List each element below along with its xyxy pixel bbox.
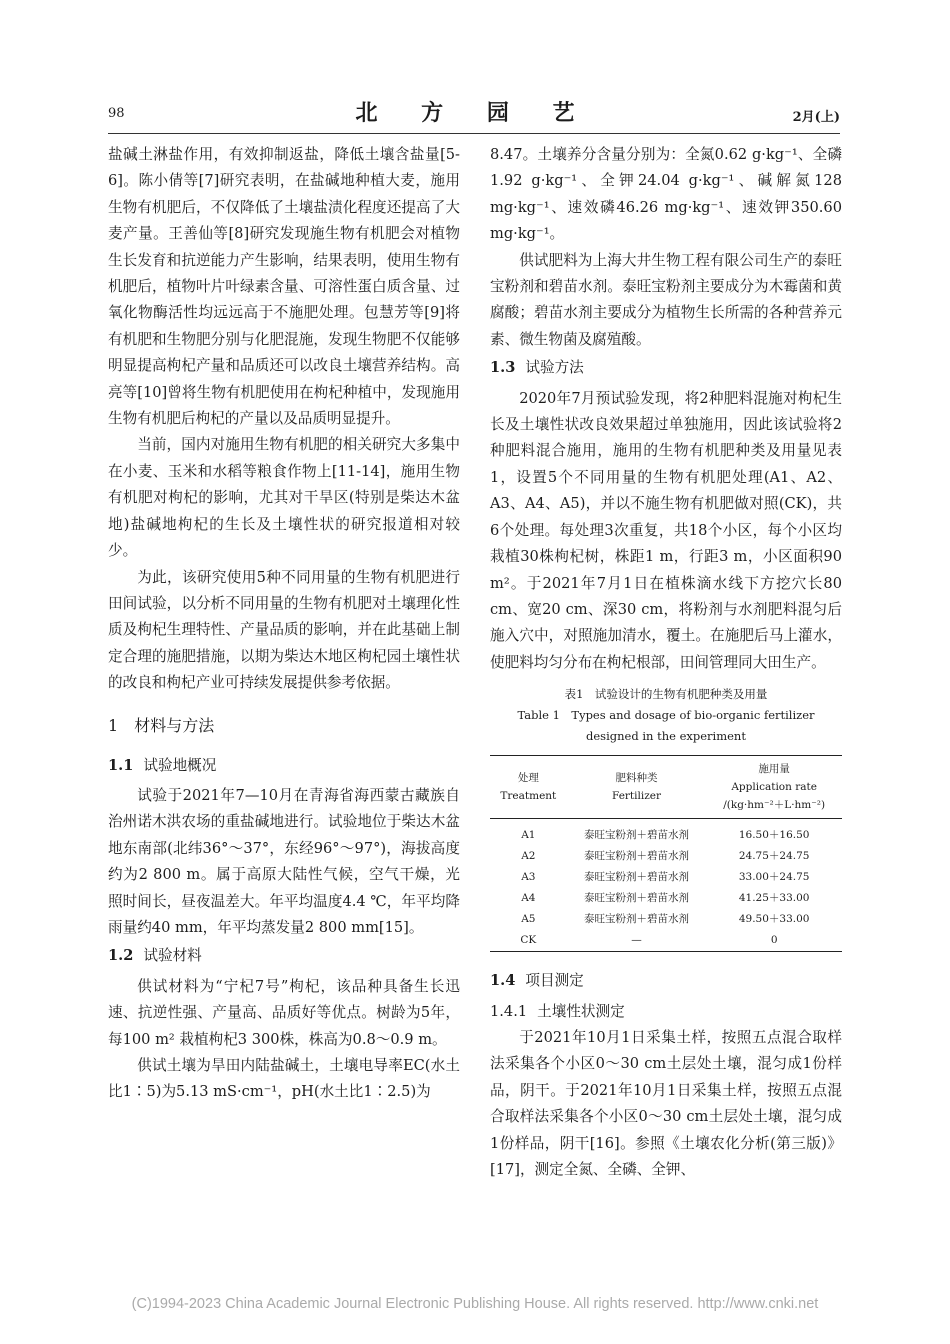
cell-fertilizer: 泰旺宝粉剂＋碧苗水剂 [584, 829, 689, 842]
section-1-2-number: 1.2 [108, 947, 134, 965]
cell-fertilizer: 泰旺宝粉剂＋碧苗水剂 [584, 892, 689, 905]
table-header-fertilizer [567, 756, 707, 819]
table-1-caption-en-1: Table 1 Types and dosage of bio-organic fertilizer [517, 708, 815, 723]
cell-rate: 0 [770, 934, 778, 947]
table-row [490, 909, 842, 930]
table-row [490, 930, 842, 952]
section-1-3-heading [490, 355, 842, 381]
header-rule [108, 133, 840, 134]
cell-rate: 16.50＋16.50 [738, 829, 810, 842]
section-1-2-paragraph-2-continued: 8.47。土壤养分含量分别为：全氮0.62 g·kg⁻¹、全磷1.92 g·kg⁻¹、全钾24.04 g·kg⁻¹、碱解氮128 mg·kg⁻¹、速效磷46.26 mg·kg⁻¹、速效钾350.60 mg·kg⁻¹。 [490, 146, 842, 243]
left-column [108, 142, 460, 1106]
table-row [490, 846, 842, 867]
page-number: 98 [108, 106, 125, 121]
header-rate-unit: /(kg·hm⁻²＋L·hm⁻²) [723, 799, 826, 812]
table-1 [490, 755, 842, 952]
section-1-4-title: 项目测定 [525, 972, 584, 990]
section-1-2-heading [108, 943, 460, 969]
cell-fertilizer: 泰旺宝粉剂＋碧苗水剂 [584, 850, 689, 863]
section-1-2-paragraph-1: 供试材料为“宁杞7号”枸杞，该品种具备生长迅速、抗逆性强、产量高、品质好等优点。树龄为5年，每100 m² 栽植枸杞3 300株，株高为0.8～0.9 m。 [108, 977, 460, 1048]
cell-rate: 33.00＋24.75 [738, 871, 810, 884]
section-1-1-text: 试验于2021年7—10月在青海省海西蒙古藏族自治州诺木洪农场的重盐碱地进行。试验地位于柴达木盆地东南部(北纬36°～37°，东经96°～97°)，海拔高度约为2 800 m。属于高原大陆性气候，空气干燥，光照时间长，昼夜温差大。年平均温度4.4 ℃，年平均降雨量约40 mm，年平均蒸发量2 800 mm[15]。 [108, 786, 460, 936]
section-1-4-1-title: 土壤性状测定 [537, 1002, 625, 1020]
journal-title: 北 方 园 艺 [355, 100, 593, 126]
section-1-4-1-number: 1.4.1 [490, 1002, 528, 1020]
section-1-3-title: 试验方法 [525, 359, 584, 377]
cell-treatment: A5 [521, 913, 536, 926]
intro-paragraph-1: 盐碱土淋盐作用，有效抑制返盐，降低土壤含盐量[5-6]。陈小倩等[7]研究表明，在盐碱地种植大麦，施用生物有机肥后，不仅降低了土壤盐渍化程度还提高了大麦产量。王善仙等[8]研究发现施生物有机肥会对植物生长发育和抗逆能力产生影响，结果表明，使用生物有机肥后，植物叶片叶绿素含量、可溶性蛋白质含量、过氧化物酶活性均远远高于不施肥处理。包慧芳等[9]将有机肥和生物肥分别与化肥混施，发现生物肥不仅能够明显提高枸杞产量和品质还可以改良土壤营养结构。高亮等[10]曾将生物有机肥使用在枸杞种植中，发现施用生物有机肥后枸杞的产量以及品质明显提升。 [108, 146, 460, 428]
table-row [490, 867, 842, 888]
table-row [490, 888, 842, 909]
right-column [490, 142, 842, 1183]
page-header [108, 96, 840, 132]
intro-paragraph-3: 为此，该研究使用5种不同用量的生物有机肥进行田间试验，以分析不同用量的生物有机肥对土壤理化性质及枸杞生理特性、产量品质的影响，并在此基础上制定合理的施肥措施，以期为柴达木地区枸杞园土壤性状的改良和枸杞产业可持续发展提供参考依据。 [108, 568, 460, 692]
cell-treatment: A3 [521, 871, 536, 884]
header-treatment-en: Treatment [500, 790, 557, 803]
cell-rate: 41.25＋33.00 [738, 892, 810, 905]
header-treatment-cn: 处理 [517, 772, 539, 785]
cell-treatment: A4 [521, 892, 536, 905]
section-1-4-1-text: 于2021年10月1日采集土样，按照五点混合取样法采集各个小区0～30 cm土层处土壤，混匀成1份样品，阴干。于2021年10月1日采集土样，按照五点混合取样法采集各个小区0～30 cm土层处土壤，混匀成1份样品，阴干[16]。参照《土壤农化分析(第三版)》[17]，测定全氮、全磷、全钾、 [490, 1028, 842, 1178]
section-1-4-1-heading [490, 999, 842, 1025]
cell-rate: 49.50＋33.00 [738, 913, 810, 926]
table-1-caption-en-2: designed in the experiment [586, 729, 746, 744]
table-header-application-rate [706, 756, 842, 819]
cell-fertilizer: 泰旺宝粉剂＋碧苗水剂 [584, 913, 689, 926]
cell-fertilizer: 泰旺宝粉剂＋碧苗水剂 [584, 871, 689, 884]
section-1-3-text: 2020年7月预试验发现，将2种肥料混施对枸杞生长及土壤性状改良效果超过单独施用，因此该试验将2种肥料混合施用，施用的生物有机肥种类及用量见表1，设置5个不同用量的生物有机肥处理(A1、A2、A3、A4、A5)，并以不施生物有机肥做对照(CK)，共6个处理。每处理3次重复，共18个小区，每个小区均栽植30株枸杞树，株距1 m，行距3 m，小区面积90 m²。于2021年7月1日在植株滴水线下方挖穴长80 cm、宽20 cm、深30 cm，将粉剂与水剂肥料混匀后施入穴中，对照施加清水，覆土。在施肥后马上灌水，使肥料均匀分布在枸杞根部，田间管理同大田生产。 [490, 389, 842, 671]
table-1-caption [490, 684, 842, 747]
cell-fertilizer: — [631, 934, 642, 947]
section-1-4-heading [490, 968, 842, 994]
table-row [490, 819, 842, 847]
copyright-footer: (C)1994-2023 China Academic Journal Electronic Publishing House. All rights reserved. http://www.cnki.net [131, 1296, 819, 1312]
section-1-heading [108, 713, 460, 739]
section-1-2-paragraph-2: 供试土壤为旱田内陆盐碱土，土壤电导率EC(水土比1∶5)为5.13 mS·cm⁻¹，pH(水土比1∶2.5)为 [108, 1057, 460, 1101]
section-1-3-number: 1.3 [490, 359, 516, 377]
section-1-1-heading [108, 753, 460, 779]
section-1-4-number: 1.4 [490, 972, 516, 990]
section-1-1-title: 试验地概况 [143, 756, 217, 774]
table-header-row [490, 756, 842, 819]
intro-paragraph-2: 当前，国内对施用生物有机肥的相关研究大多集中在小麦、玉米和水稻等粮食作物上[11-14]，施用生物有机肥对枸杞的影响，尤其对干旱区(特别是柴达木盆地)盐碱地枸杞的生长及土壤性状的研究报道相对较少。 [108, 436, 460, 560]
header-rate-en: Application rate [731, 781, 817, 794]
cell-treatment: CK [520, 934, 537, 947]
issue-label: 2月(上) [792, 110, 840, 125]
section-1-1-number: 1.1 [108, 756, 134, 774]
section-1-title: 材料与方法 [134, 715, 215, 735]
cell-treatment: A1 [521, 829, 536, 842]
cell-treatment: A2 [521, 850, 536, 863]
table-1-caption-cn: 表1 试验设计的生物有机肥种类及用量 [564, 687, 768, 702]
header-rate-cn: 施用量 [758, 763, 790, 776]
header-fertilizer-en: Fertilizer [611, 790, 661, 803]
table-header-treatment [490, 756, 567, 819]
cell-rate: 24.75＋24.75 [738, 850, 810, 863]
section-1-2-paragraph-3: 供试肥料为上海大井生物工程有限公司生产的泰旺宝粉剂和碧苗水剂。泰旺宝粉剂主要成分为木霉菌和黄腐酸；碧苗水剂主要成分为植物生长所需的各种营养元素、微生物菌及腐殖酸。 [490, 251, 842, 348]
section-1-2-title: 试验材料 [143, 947, 202, 965]
header-fertilizer-cn: 肥料种类 [615, 772, 658, 785]
section-1-number: 1 [108, 715, 119, 735]
